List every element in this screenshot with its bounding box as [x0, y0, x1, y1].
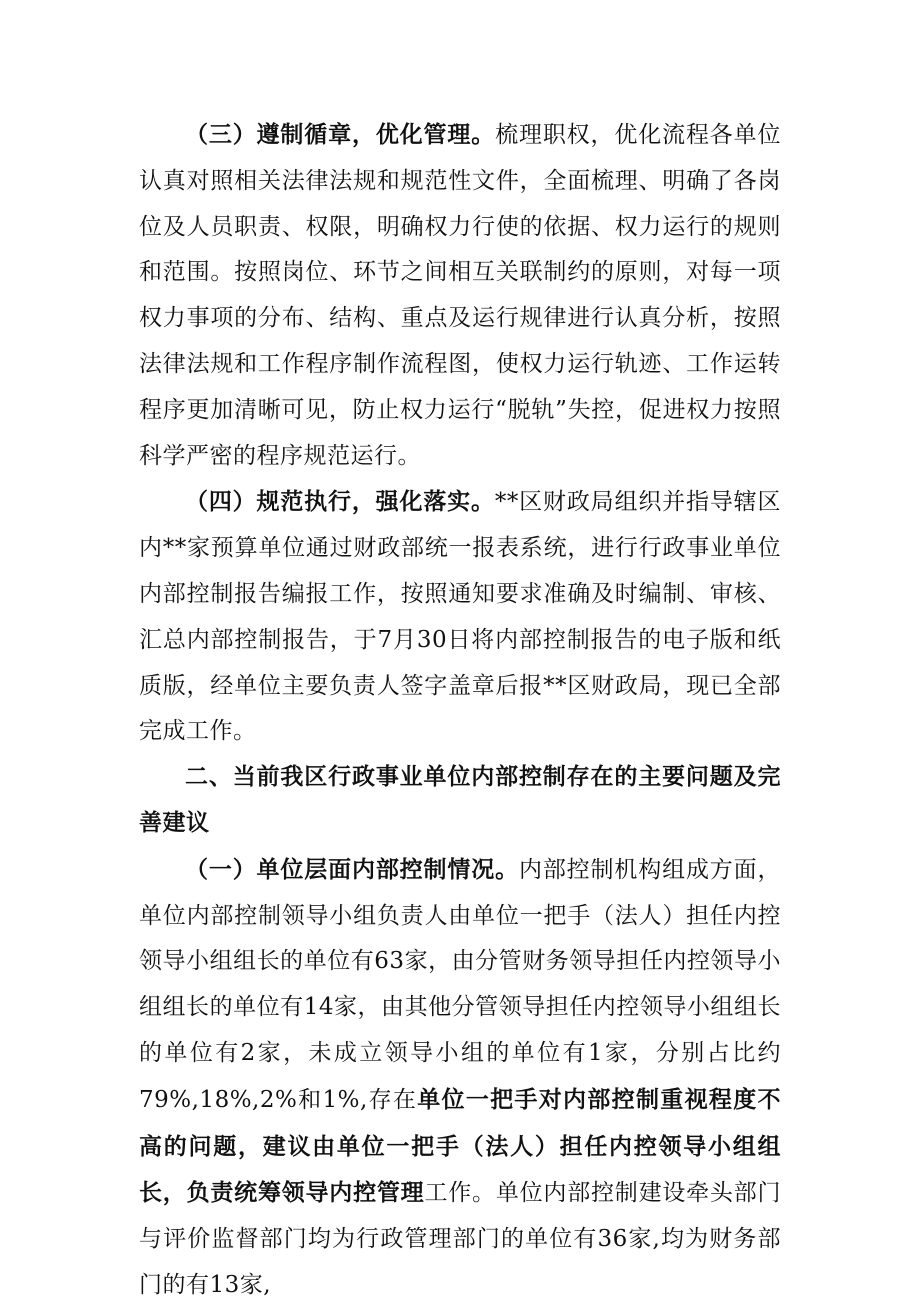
paragraph-lead-section-3: （三）遵制循章，优化管理。 [185, 121, 496, 148]
paragraph-body-subsection-1a: 内部控制机构组成方面，单位内部控制领导小组负责人由单位一把手（法人）担任内控领导小组组长的单位有63家，由分管财务领导担任内控领导小组组长的单位有14家，由其他分管领导担任内控领导小组组长的单位有2家，未成立领导小组的单位有1家，分别占比约79%,18%,2%和1%,存在 [139, 856, 782, 1113]
paragraph-section-3 [139, 112, 781, 479]
paragraph-subsection-1 [139, 847, 781, 1309]
paragraph-bold-suggestion: 单位一把手对内部控制重视程度不高的问题，建议由单位一把手（法人）担任内控领导小组组长，负责统筹领导内控管理 [139, 1085, 782, 1207]
section-heading-2: 二、当前我区行政事业单位内部控制存在的主要问题及完善建议 [139, 764, 781, 836]
paragraph-body-section-4: **区财政局组织并指导辖区内**家预算单位通过财政部统一报表系统，进行行政事业单位内部控制报告编报工作，按照通知要求准确及时编制、审核、汇总内部控制报告，于7月30日将内部控制报告的电子版和纸质版，经单位主要负责人签字盖章后报**区财政局，现已全部完成工作。 [139, 489, 782, 745]
paragraph-body-section-3: 梳理职权，优化流程各单位认真对照相关法律法规和规范性文件，全面梳理、明确了各岗位及人员职责、权限，明确权力行使的依据、权力运行的规则和范围。按照岗位、环节之间相互关联制约的原则，对每一项权力事项的分布、结构、重点及运行规律进行认真分析，按照法律法规和工作程序制作流程图，使权力运行轨迹、工作运转程序更加清晰可见，防止权力运行“脱轨”失控，促进权力按照科学严密的程序规范运行。 [139, 122, 782, 469]
document-page [139, 112, 781, 1309]
paragraph-lead-subsection-1: （一）单位层面内部控制情况。 [185, 855, 519, 883]
paragraph-section-4 [139, 479, 781, 755]
paragraph-body-subsection-1b: 工作。单位内部控制建设牵头部门与评价监督部门均为行政管理部门的单位有36家,均为财务部门的有13家, [139, 1180, 782, 1298]
paragraph-lead-section-4: （四）规范执行，强化落实。 [185, 488, 495, 516]
